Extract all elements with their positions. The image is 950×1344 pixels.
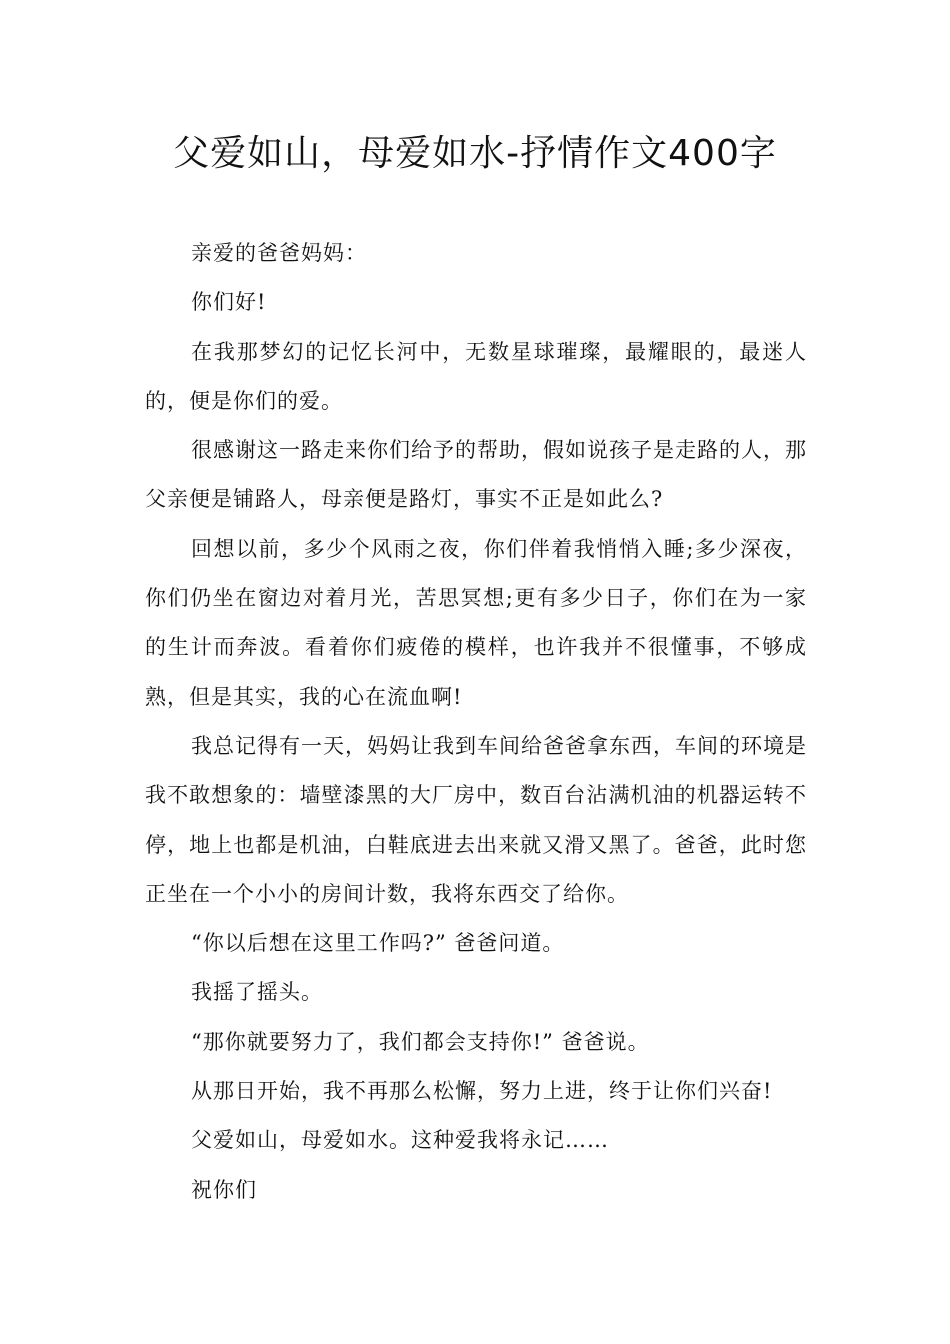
paragraph-closing: 祝你们 [191,1177,257,1202]
document-title: 父爱如山，母爱如水-抒情作文400字 [173,133,777,174]
paragraph: 我摇了摇头。 [191,980,323,1005]
paragraph-dialogue: “那你就要努力了，我们都会支持你!” 爸爸说。 [191,1029,650,1054]
paragraph: 很感谢这一路走来你们给予的帮助，假如说孩子是走路的人，那父亲便是铺路人，母亲便是路灯，事实不正是如此么? [145,438,807,512]
paragraph: 在我那梦幻的记忆长河中，无数星球璀璨，最耀眼的，最迷人的，便是你们的爱。 [145,339,807,413]
document-body [145,229,807,1215]
paragraph-hello: 你们好! [191,290,267,315]
paragraph: 父爱如山，母爱如水。这种爱我将永记…… [191,1128,609,1153]
paragraph: 回想以前，多少个风雨之夜，你们伴着我悄悄入睡;多少深夜，你们仍坐在窗边对着月光，苦思冥想;更有多少日子，你们在为一家的生计而奔波。看着你们疲倦的模样，也许我并不很懂事，不够成熟，但是其实，我的心在流血啊! [145,536,807,709]
paragraph: 从那日开始，我不再那么松懈，努力上进，终于让你们兴奋! [191,1079,773,1104]
paragraph: 我总记得有一天，妈妈让我到车间给爸爸拿东西，车间的环境是我不敢想象的：墙壁漆黑的大厂房中，数百台沾满机油的机器运转不停，地上也都是机油，白鞋底进去出来就又滑又黑了。爸爸，此时您正坐在一个小小的房间计数，我将东西交了给你。 [145,733,807,906]
paragraph-greeting: 亲爱的爸爸妈妈： [191,241,367,265]
paragraph-dialogue: “你以后想在这里工作吗?” 爸爸问道。 [191,931,565,956]
